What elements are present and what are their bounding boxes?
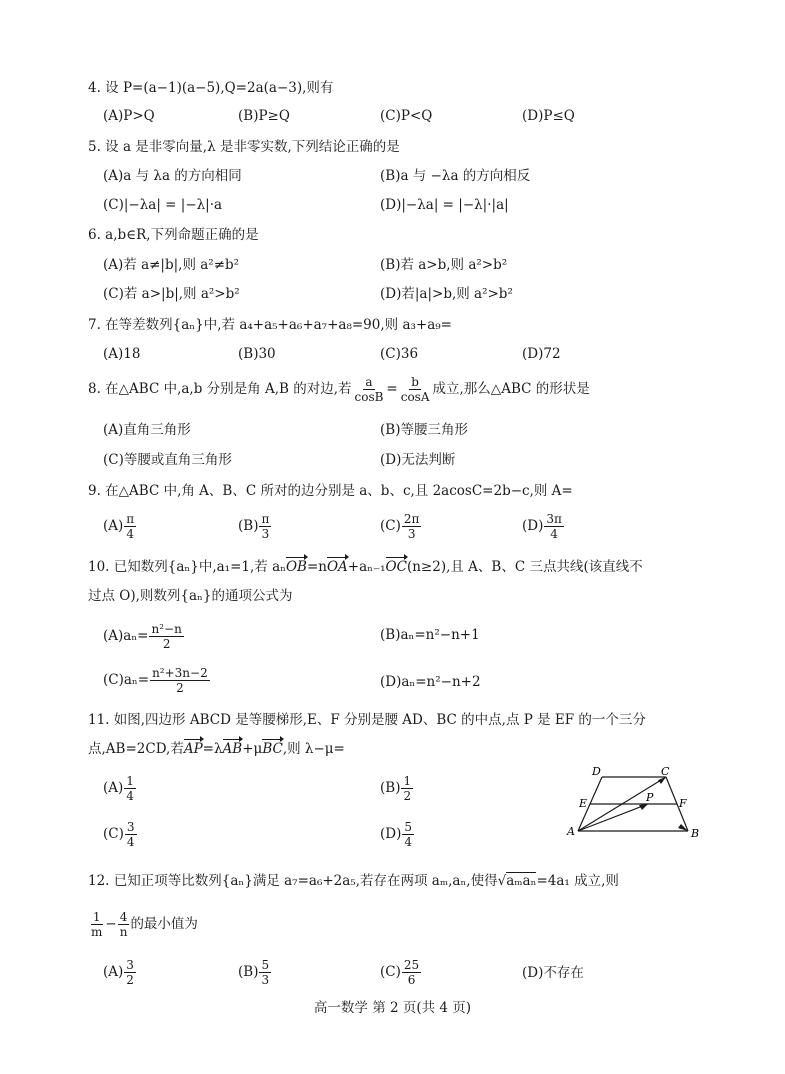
q11-frac-b — [401, 774, 413, 803]
q10-a-frac — [149, 622, 183, 651]
q9-option-a — [103, 512, 137, 541]
q5-option-a: (A)a 与 λa 的方向相同 — [103, 168, 242, 184]
q8-frac2-num: b — [411, 375, 419, 389]
question-8-stem — [88, 375, 590, 404]
q7-option-c: (C)36 — [380, 346, 419, 362]
q8-eq: = — [386, 381, 398, 397]
vector-ab: AB — [222, 741, 243, 757]
q11-frac-d — [402, 820, 414, 849]
question-10-line-2: 过点 O),则数列{aₙ}的通项公式为 — [88, 588, 293, 604]
q7-option-d: (D)72 — [522, 346, 561, 362]
q8-stem-b: 成立,那么△ABC 的形状是 — [432, 381, 590, 397]
arrowhead-c — [658, 777, 666, 784]
q12-num-a: 3 — [126, 958, 134, 972]
arrowhead-p — [639, 804, 648, 810]
q9-label-d: (D) — [522, 518, 544, 534]
q12-den-b: 3 — [261, 973, 270, 987]
question-11-line-2 — [88, 740, 345, 758]
q7-option-a: (A)18 — [103, 346, 141, 362]
q11-label-d: (D) — [380, 826, 402, 842]
q11-num-c: 3 — [126, 820, 135, 834]
q10-c-den: 2 — [176, 681, 184, 695]
q12-frac-a — [124, 958, 136, 987]
q12-num-b: 5 — [261, 958, 270, 972]
trapezoid-figure — [560, 765, 705, 845]
q10-a-num: n²−n — [151, 622, 182, 636]
q9-frac-c — [402, 512, 422, 541]
q11-text-c: +μ — [242, 741, 263, 757]
q10-option-b: (B)aₙ=n²−n+1 — [380, 627, 480, 643]
q10-a-pre: (A)aₙ= — [103, 628, 149, 644]
q11-option-c — [103, 820, 138, 849]
q9-num-d: 3π — [546, 512, 562, 526]
q10-option-c — [103, 666, 211, 695]
label-c: C — [661, 765, 670, 778]
question-11-line-1: 11. 如图,四边形 ABCD 是等腰梯形,E、F 分别是腰 AD、BC 的中点,点 P 是 EF 的一个三分 — [88, 712, 646, 728]
q11-num-b: 1 — [403, 774, 412, 788]
q12-text-c: 的最小值为 — [130, 916, 198, 932]
q6-option-c: (C)若 a>|b|,则 a²>b² — [103, 286, 240, 302]
vector-ob: OB — [285, 559, 307, 575]
q9-frac-b — [259, 512, 271, 541]
q10-text-a: 10. 已知数列{aₙ}中,a₁=1,若 aₙ — [88, 559, 286, 575]
q8-frac1-den: cosB — [354, 390, 384, 404]
q11-den-d: 4 — [404, 835, 412, 849]
q10-a-den: 2 — [162, 637, 171, 651]
q5-option-b: (B)a 与 −λa 的方向相反 — [380, 168, 531, 184]
q12-option-d: (D)不存在 — [522, 965, 584, 981]
question-6-stem: 6. a,b∈R,下列命题正确的是 — [88, 227, 259, 243]
q8-frac2-den: cosA — [400, 390, 430, 404]
q11-label-c: (C) — [103, 826, 124, 842]
q10-c-pre: (C)aₙ= — [103, 672, 150, 688]
q4-option-c: (C)P<Q — [380, 108, 433, 124]
q9-den-b: 3 — [261, 527, 270, 541]
q11-frac-a — [124, 774, 136, 803]
label-a: A — [567, 825, 575, 838]
q4-option-d: (D)P≤Q — [522, 108, 575, 124]
q9-label-c: (C) — [380, 518, 401, 534]
q11-num-a: 1 — [126, 774, 134, 788]
q11-option-a — [103, 774, 137, 803]
q9-frac-d — [544, 512, 564, 541]
q12-f1-den: m — [91, 925, 103, 939]
q8-option-b: (B)等腰三角形 — [380, 422, 468, 438]
question-9-stem: 9. 在△ABC 中,角 A、B、C 所对的边分别是 a、b、c,且 2acosC=2b−c,则 A= — [88, 483, 573, 499]
q8-frac1-num: a — [365, 375, 373, 389]
q11-frac-c — [125, 820, 137, 849]
q12-text-b: =4a₁ 成立,则 — [536, 873, 619, 889]
question-12-line-1 — [88, 872, 619, 890]
label-e: E — [579, 797, 588, 810]
q10-option-a — [103, 622, 185, 651]
q12-label-b: (B) — [238, 964, 259, 980]
q8-option-a: (A)直角三角形 — [103, 422, 191, 438]
question-12-line-2 — [88, 910, 198, 939]
q10-text-c: +aₙ₋₁ — [347, 559, 386, 575]
sqrt-sign: √ — [497, 873, 507, 889]
vector-bc: BC — [262, 741, 283, 757]
q12-option-a — [103, 958, 137, 987]
q11-den-a: 4 — [126, 789, 134, 803]
q4-option-b: (B)P≥Q — [238, 108, 290, 124]
q12-frac-1 — [89, 910, 104, 939]
q12-frac-b — [259, 958, 271, 987]
q8-option-c: (C)等腰或直角三角形 — [103, 452, 232, 468]
q11-label-b: (B) — [380, 780, 401, 796]
q9-den-d: 4 — [550, 527, 558, 541]
q6-option-b: (B)若 a>b,则 a²>b² — [380, 257, 508, 273]
q11-option-d — [380, 820, 415, 849]
q7-option-b: (B)30 — [238, 346, 276, 362]
q9-option-b — [238, 512, 272, 541]
q8-fraction-2 — [399, 375, 432, 404]
q11-num-d: 5 — [404, 820, 412, 834]
q12-den-c: 6 — [407, 973, 416, 987]
q9-option-d — [522, 512, 565, 541]
q10-option-d: (D)aₙ=n²−n+2 — [380, 674, 481, 690]
q5-option-c: (C)|−λa| = |−λ|·a — [103, 197, 223, 213]
q11-den-b: 2 — [403, 789, 412, 803]
label-b: B — [691, 827, 700, 840]
q9-den-a: 4 — [126, 527, 135, 541]
q11-text-b: =λ — [202, 741, 223, 757]
q8-option-d: (D)无法判断 — [380, 452, 456, 468]
vector-oc: OC — [385, 559, 407, 575]
q8-stem-a: 8. 在△ABC 中,a,b 分别是角 A,B 的对边,若 — [88, 381, 352, 397]
q12-text-a: 12. 已知正项等比数列{aₙ}满足 a₇=a₆+2a₅,若存在两项 aₘ,aₙ,使得 — [88, 873, 498, 889]
q10-text-b: =n — [306, 559, 327, 575]
q12-frac-c — [402, 958, 421, 987]
vector-ap: AP — [183, 741, 203, 757]
q12-label-c: (C) — [380, 964, 401, 980]
q12-num-c: 25 — [403, 958, 420, 972]
vector-oa: OA — [326, 559, 348, 575]
q5-option-d: (D)|−λa| = |−λ|·|a| — [380, 197, 509, 213]
q9-num-a: π — [126, 512, 135, 526]
q6-option-a: (A)若 a≠|b|,则 a²≠b² — [103, 257, 240, 273]
q11-option-b — [380, 774, 414, 803]
question-7-stem: 7. 在等差数列{aₙ}中,若 a₄+a₅+a₆+a₇+a₈=90,则 a₃+a₉= — [88, 317, 452, 333]
q12-den-a: 2 — [126, 973, 134, 987]
question-5-stem: 5. 设 a 是非零向量,λ 是非零实数,下列结论正确的是 — [88, 139, 400, 155]
page-footer: 高一数学 第 2 页(共 4 页) — [313, 1000, 472, 1016]
q12-f1-num: 1 — [92, 910, 101, 924]
q10-c-num: n²+3n−2 — [152, 666, 208, 680]
q9-num-b: π — [261, 512, 270, 526]
question-4-stem: 4. 设 P=(a−1)(a−5),Q=2a(a−3),则有 — [88, 80, 334, 96]
question-10-line-1 — [88, 558, 643, 576]
q9-label-b: (B) — [238, 518, 259, 534]
q9-label-a: (A) — [103, 518, 124, 534]
q11-label-a: (A) — [103, 780, 124, 796]
q8-fraction-1 — [353, 375, 386, 404]
q11-text-d: ,则 λ−μ= — [282, 741, 345, 757]
q10-c-frac — [150, 666, 210, 695]
q12-option-b — [238, 958, 272, 987]
q9-num-c: 2π — [403, 512, 420, 526]
q12-label-a: (A) — [103, 964, 124, 980]
label-f: F — [679, 797, 687, 810]
q12-frac-2 — [118, 910, 130, 939]
q12-option-c — [380, 958, 422, 987]
q9-frac-a — [124, 512, 136, 541]
q10-text-d: (n≥2),且 A、B、C 三点共线(该直线不 — [406, 559, 643, 575]
q4-option-a: (A)P>Q — [103, 108, 155, 124]
q9-den-c: 3 — [407, 527, 416, 541]
q12-radicand: aₘaₙ — [506, 873, 537, 889]
q12-minus: − — [105, 916, 117, 932]
q11-text-a: 点,AB=2CD,若 — [88, 741, 184, 757]
label-p: P — [646, 791, 654, 804]
q12-f2-num: 4 — [119, 910, 128, 924]
q12-f2-den: n — [119, 925, 128, 939]
q9-option-c — [380, 512, 422, 541]
q6-option-d: (D)若|a|>b,则 a²>b² — [380, 286, 513, 302]
q11-den-c: 4 — [126, 835, 135, 849]
label-d: D — [592, 765, 601, 778]
